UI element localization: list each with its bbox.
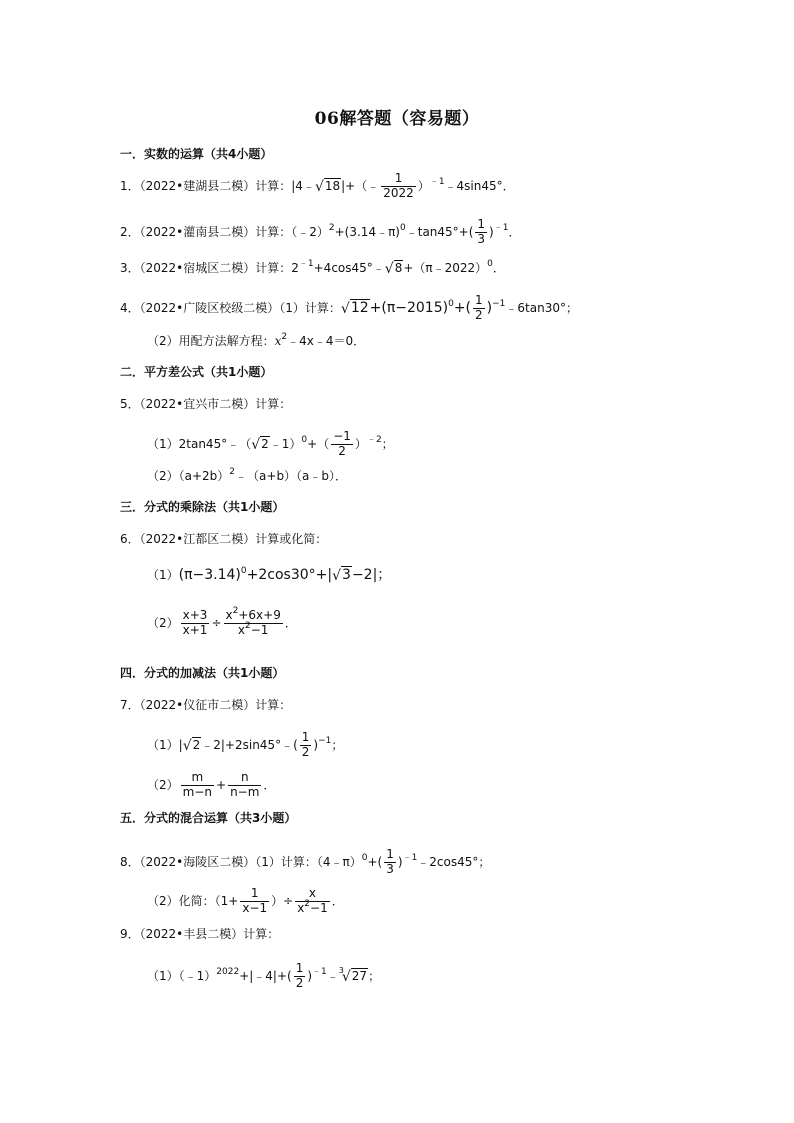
- question-5-part-1: （1）2tan45°﹣（√2﹣1）$^0$+（ $\frac{-1}{2}$ ）$^{﹣2}$；: [147, 429, 394, 458]
- q7-part1-radicand: 2: [192, 737, 201, 752]
- q3-exponent-2: 0: [487, 259, 493, 269]
- q5-part2-exponent: 2: [229, 467, 236, 477]
- q6-part2-denominator-1: x+1: [182, 622, 208, 637]
- q9-part1-fraction: [294, 962, 306, 991]
- q7-part1-exponent: −1: [318, 735, 332, 746]
- q5-part1-prefix: （1）2tan45°﹣（: [147, 436, 252, 451]
- q8-part2-denominator-1: x−1: [242, 900, 268, 915]
- q2-denominator: 3: [477, 231, 486, 246]
- q9-part1-prefix: （1）（﹣1）: [147, 968, 217, 983]
- q3-radicand: 8: [394, 261, 403, 275]
- question-8-part-2: [147, 887, 344, 916]
- question-5-part-2: [147, 467, 348, 483]
- q8-part2-numerator-2: x: [295, 887, 330, 902]
- question-6: 6．（2022•江都区二模）计算或化简：: [120, 532, 328, 546]
- q5-part1-fraction: [331, 430, 353, 459]
- q4-part2-variable: x: [274, 334, 282, 348]
- q6-part2-operator: ÷: [211, 615, 222, 630]
- q5-part1-exponent: 0: [301, 434, 308, 445]
- q9-part1-exponent: 2022: [216, 966, 240, 977]
- question-8: 8．（2022•海陵区二模）（1）计算：（4﹣π）$^0$+( $\frac{1}{3}$ )$^{﹣1}$﹣2cos45°；: [120, 847, 491, 876]
- q6-part2-prefix: （2）: [147, 615, 179, 630]
- sqrt-18: √18: [314, 178, 341, 195]
- q1-fraction: [381, 172, 416, 201]
- q3-prefix: 3．（2022•宿城区二模）计算：2: [120, 261, 299, 275]
- q8-part2-mid: ）÷: [271, 893, 294, 908]
- question-2: 2．（2022•灌南县二模）计算：（﹣2）$^2$+(3.14﹣π)$^0$﹣tan45°+( $\frac{1}{3}$ )$^{﹣1}$．: [120, 217, 521, 246]
- q2-fraction: [475, 218, 487, 247]
- q6-part2-tail: ．: [284, 615, 297, 630]
- question-4: 4．（2022•广陵区校级二模）（1）计算：$√12+(\pi-2015)^0+$( $\frac{1}{2}$ )$^{-1}$﹣6tan30°；: [120, 293, 578, 322]
- q1-denominator: 2022: [383, 185, 414, 200]
- q6-part1-prefix: （1）: [147, 568, 179, 582]
- q4-exponent-2: −1: [492, 298, 506, 309]
- question-7-part-2: [147, 771, 275, 800]
- sqrt-2-q7: √2: [182, 737, 201, 754]
- question-3: [120, 259, 505, 277]
- q8-fraction: [384, 848, 396, 877]
- q6-part2-fraction-2: [224, 606, 283, 638]
- section-heading-4: 四．分式的加减法（共1小题）: [120, 666, 285, 680]
- page-title: 06解答题（容易题）: [314, 109, 480, 129]
- section-heading-3: 三．分式的乘除法（共1小题）: [120, 500, 285, 514]
- q8-part2-fraction-2: [295, 887, 330, 916]
- sqrt-8: √8: [384, 261, 403, 277]
- q9-part1-mid-2: ﹣: [326, 968, 339, 983]
- q7-part2-fraction-1: [181, 771, 214, 800]
- q8-exponent-1: 0: [361, 852, 368, 863]
- sqrt-3: √3: [332, 567, 351, 584]
- q7-part2-prefix: （2）: [147, 777, 179, 792]
- q5-part1-mid: ﹣1）: [269, 436, 302, 451]
- q7-part1-numerator: 1: [301, 730, 310, 744]
- q7-part1-tail: ；: [331, 737, 344, 752]
- question-9: 9．（2022•丰县二模）计算：: [120, 927, 280, 941]
- q4-mid: +(π−2015): [369, 299, 449, 316]
- q5-part1-numerator: −1: [333, 429, 351, 443]
- q6-part1-c: −2|；: [351, 567, 392, 583]
- q8-denominator: 3: [386, 861, 394, 876]
- q9-part1-exponent-2: ﹣1: [312, 966, 327, 977]
- q4-tail: ﹣6tan30°；: [505, 300, 578, 315]
- q9-part1-radicand: 27: [351, 968, 368, 983]
- question-1: 1．（2022•建湖县二模）计算：|4﹣√18|+（﹣ $\frac{1}{2022}$ ）$^{﹣1}$﹣4sin45°．: [120, 171, 515, 200]
- cube-root-27: $^3$√27: [338, 965, 368, 985]
- question-6-part-2: [147, 606, 297, 638]
- q7-part2-numerator-1: m: [181, 771, 214, 786]
- section-heading-2: 二．平方差公式（共1小题）: [120, 365, 273, 379]
- q1-mid: |+（﹣: [341, 178, 380, 193]
- q4-exponent-1: 0: [448, 298, 454, 309]
- q7-part2-tail: ．: [263, 777, 276, 792]
- q7-part2-denominator-2: n−m: [230, 784, 260, 799]
- q8-numerator: 1: [386, 847, 394, 861]
- q8-exponent-2: ﹣1: [402, 852, 418, 863]
- q9-part1-mid: +|﹣4|+(: [239, 968, 292, 983]
- question-7: 7．（2022•仪征市二模）计算：: [120, 698, 292, 712]
- q3-tail: ．: [492, 261, 505, 275]
- q1-radicand: 18: [324, 178, 341, 193]
- q5-part1-tail: ；: [381, 436, 394, 451]
- sqrt-12: √12: [340, 299, 369, 317]
- question-5: 5．（2022•宜兴市二模）计算：: [120, 397, 292, 411]
- q1-exponent: ﹣1: [429, 176, 445, 187]
- q4-fraction: [473, 294, 485, 323]
- sqrt-2: √2: [251, 436, 269, 453]
- q4-numerator: 1: [475, 293, 483, 307]
- q5-part2-text-1: （2）（a+2b）: [147, 469, 230, 483]
- section-heading-5: 五．分式的混合运算（共3小题）: [120, 811, 297, 825]
- q1-numerator: 1: [381, 172, 416, 187]
- q9-part1-denominator: 2: [295, 975, 304, 990]
- q8-part2-tail: ．: [331, 893, 344, 908]
- q2-exponent-2: 0: [400, 222, 406, 233]
- question-7-part-1: （1）|√2﹣2|+2sin45°﹣( $\frac{1}{2}$ )$^{-1}$；: [147, 730, 344, 759]
- q4-plus: +(: [453, 299, 472, 316]
- q7-part2-operator: +: [216, 777, 227, 792]
- q3-mid: +4cos45°﹣: [313, 261, 385, 275]
- q4-part2-tail: ﹣4x﹣4＝0．: [287, 334, 366, 348]
- q8-part2-fraction-1: [240, 887, 269, 916]
- q8-part2-prefix: （2）化简：（1+: [147, 893, 239, 908]
- q8-tail: ﹣2cos45°；: [417, 854, 491, 869]
- q6-part1-exponent: 0: [240, 566, 247, 576]
- q3-exponent-1: ﹣1: [298, 259, 314, 269]
- q4-part2-exponent: 2: [281, 332, 288, 342]
- q6-part1-radicand: 3: [342, 567, 351, 583]
- q2-prefix: 2．（2022•灌南县二模）计算：（﹣2）: [120, 224, 329, 239]
- q3-mid-2: +（π﹣2022）: [403, 261, 488, 275]
- q2-mid-2: ﹣tan45°+(: [405, 224, 474, 239]
- q6-part1-b: +2cos30°+|: [246, 567, 333, 583]
- q4-prefix: 4．（2022•广陵区校级二模）（1）计算：: [120, 300, 341, 315]
- q5-part1-plus: +（: [307, 436, 330, 451]
- q2-exponent-3: ﹣1: [493, 222, 509, 233]
- question-9-part-1: （1）（﹣1）$^{2022}$+|﹣4|+( $\frac{1}{2}$ )$^{﹣1}$﹣$^3$√27；: [147, 961, 381, 990]
- q7-part2-denominator-1: m−n: [182, 784, 212, 799]
- q1-tail: ﹣4sin45°．: [444, 178, 515, 193]
- q5-part2-text-2: ﹣（a+b）（a﹣b）．: [235, 469, 348, 483]
- q2-tail: ．: [508, 224, 521, 239]
- q7-part1-fraction: [300, 731, 312, 760]
- q7-part1-mid: ﹣2|+2sin45°﹣(: [201, 737, 298, 752]
- q9-part1-tail: ；: [368, 968, 381, 983]
- q4-denominator: 2: [475, 307, 483, 322]
- q8-prefix: 8．（2022•海陵区二模）（1）计算：（4﹣π）: [120, 854, 362, 869]
- q2-exponent-1: 2: [328, 222, 335, 233]
- q7-part2-fraction-2: [228, 771, 261, 800]
- q2-numerator: 1: [477, 217, 486, 231]
- q5-part1-radicand: 2: [261, 436, 269, 451]
- q8-part2-denominator-2: $x^2-1$: [297, 898, 328, 915]
- q4-part2-prefix: （2）用配方法解方程：: [147, 334, 275, 348]
- question-6-part-1: [147, 568, 391, 583]
- q7-part1-prefix: （1）|: [147, 737, 183, 752]
- q8-mid: +(: [367, 854, 383, 869]
- q4-radicand: 12: [350, 299, 369, 316]
- question-4-part-2: [147, 332, 366, 348]
- q9-root-index: 3: [338, 965, 344, 975]
- q6-part2-numerator-2: $x^2+6x+9$: [225, 606, 281, 622]
- q6-part1-a: (π−3.14): [178, 567, 241, 583]
- q9-part1-numerator: 1: [295, 961, 304, 975]
- q2-mid: +(3.14﹣π): [334, 224, 400, 239]
- q7-part1-denominator: 2: [301, 744, 310, 759]
- q1-prefix: 1．（2022•建湖县二模）计算：|4﹣: [120, 178, 315, 193]
- q7-part2-numerator-2: n: [228, 771, 261, 786]
- q6-part2-denominator-2: $x^2-1$: [237, 620, 269, 637]
- q6-part2-fraction-1: [181, 609, 210, 638]
- section-heading-1: 一．实数的运算（共4小题）: [120, 147, 273, 161]
- q5-part1-denominator: 2: [338, 443, 346, 458]
- q6-part2-numerator-1: x+3: [182, 608, 208, 622]
- q8-part2-numerator-1: 1: [240, 887, 269, 902]
- q5-part1-exponent-2: ﹣2: [366, 434, 382, 445]
